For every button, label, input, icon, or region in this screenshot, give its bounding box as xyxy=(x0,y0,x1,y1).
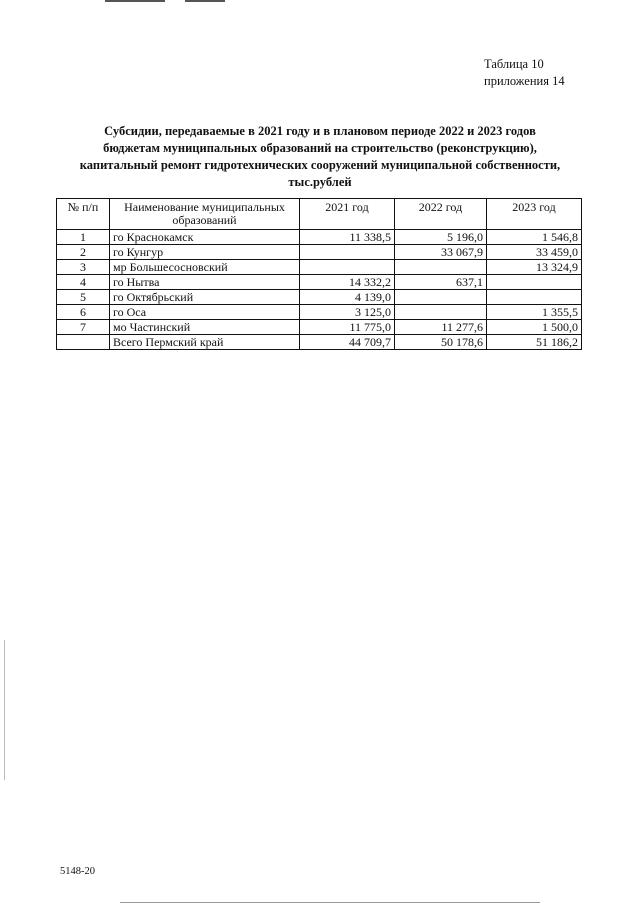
header-name: Наименование муниципальных образований xyxy=(110,199,300,230)
table-row xyxy=(57,230,582,245)
scan-bottom-mark xyxy=(120,902,540,903)
subsidy-table xyxy=(56,198,582,350)
row-2023: 13 324,9 xyxy=(487,260,582,275)
row-number: 7 xyxy=(57,320,110,335)
title-line-2: бюджетам муниципальных образований на строительство (реконструкцию), xyxy=(103,141,537,155)
table-row xyxy=(57,275,582,290)
row-2023: 33 459,0 xyxy=(487,245,582,260)
row-2021: 11 338,5 xyxy=(300,230,395,245)
row-2023: 1 546,8 xyxy=(487,230,582,245)
table-header-row xyxy=(57,199,582,230)
scan-top-mark xyxy=(185,0,225,2)
row-name: го Оса xyxy=(110,305,300,320)
row-2021: 14 332,2 xyxy=(300,275,395,290)
table-row xyxy=(57,260,582,275)
header-2023: 2023 год xyxy=(487,199,582,230)
total-2022: 50 178,6 xyxy=(395,335,487,350)
title-line-4: тыс.рублей xyxy=(288,175,352,189)
row-2021 xyxy=(300,245,395,260)
row-2023 xyxy=(487,290,582,305)
row-name: го Кунгур xyxy=(110,245,300,260)
total-2023: 51 186,2 xyxy=(487,335,582,350)
row-name: мр Большесосновский xyxy=(110,260,300,275)
document-code: 5148-20 xyxy=(60,866,95,877)
total-name: Всего Пермский край xyxy=(110,335,300,350)
title-line-3: капитальный ремонт гидротехнических сооружений муниципальной собственности, xyxy=(79,158,561,172)
row-2023: 1 500,0 xyxy=(487,320,582,335)
table-reference xyxy=(484,56,565,90)
scan-edge-mark xyxy=(4,640,5,780)
row-2021: 4 139,0 xyxy=(300,290,395,305)
total-row xyxy=(57,335,582,350)
row-number: 1 xyxy=(57,230,110,245)
row-2023 xyxy=(487,275,582,290)
row-number: 4 xyxy=(57,275,110,290)
row-number: 2 xyxy=(57,245,110,260)
table-row xyxy=(57,305,582,320)
header-2022: 2022 год xyxy=(395,199,487,230)
row-number: 6 xyxy=(57,305,110,320)
title-line-1: Субсидии, передаваемые в 2021 году и в плановом периоде 2022 и 2023 годов xyxy=(104,124,536,138)
row-2022 xyxy=(395,290,487,305)
row-2022: 637,1 xyxy=(395,275,487,290)
row-2022: 11 277,6 xyxy=(395,320,487,335)
table-row xyxy=(57,290,582,305)
row-2022 xyxy=(395,260,487,275)
header-number: № п/п xyxy=(57,199,110,230)
row-number: 5 xyxy=(57,290,110,305)
row-2022 xyxy=(395,305,487,320)
row-name: го Октябрьский xyxy=(110,290,300,305)
row-2023: 1 355,5 xyxy=(487,305,582,320)
header-2021: 2021 год xyxy=(300,199,395,230)
row-2022: 33 067,9 xyxy=(395,245,487,260)
row-2021 xyxy=(300,260,395,275)
row-2022: 5 196,0 xyxy=(395,230,487,245)
table-number: Таблица 10 xyxy=(484,57,544,71)
scan-top-mark xyxy=(105,0,165,2)
row-2021: 11 775,0 xyxy=(300,320,395,335)
row-name: мо Частинский xyxy=(110,320,300,335)
total-number xyxy=(57,335,110,350)
table-row xyxy=(57,320,582,335)
table-row xyxy=(57,245,582,260)
document-title xyxy=(60,123,580,191)
appendix-number: приложения 14 xyxy=(484,74,565,88)
row-2021: 3 125,0 xyxy=(300,305,395,320)
total-2021: 44 709,7 xyxy=(300,335,395,350)
row-name: го Краснокамск xyxy=(110,230,300,245)
row-name: го Нытва xyxy=(110,275,300,290)
row-number: 3 xyxy=(57,260,110,275)
